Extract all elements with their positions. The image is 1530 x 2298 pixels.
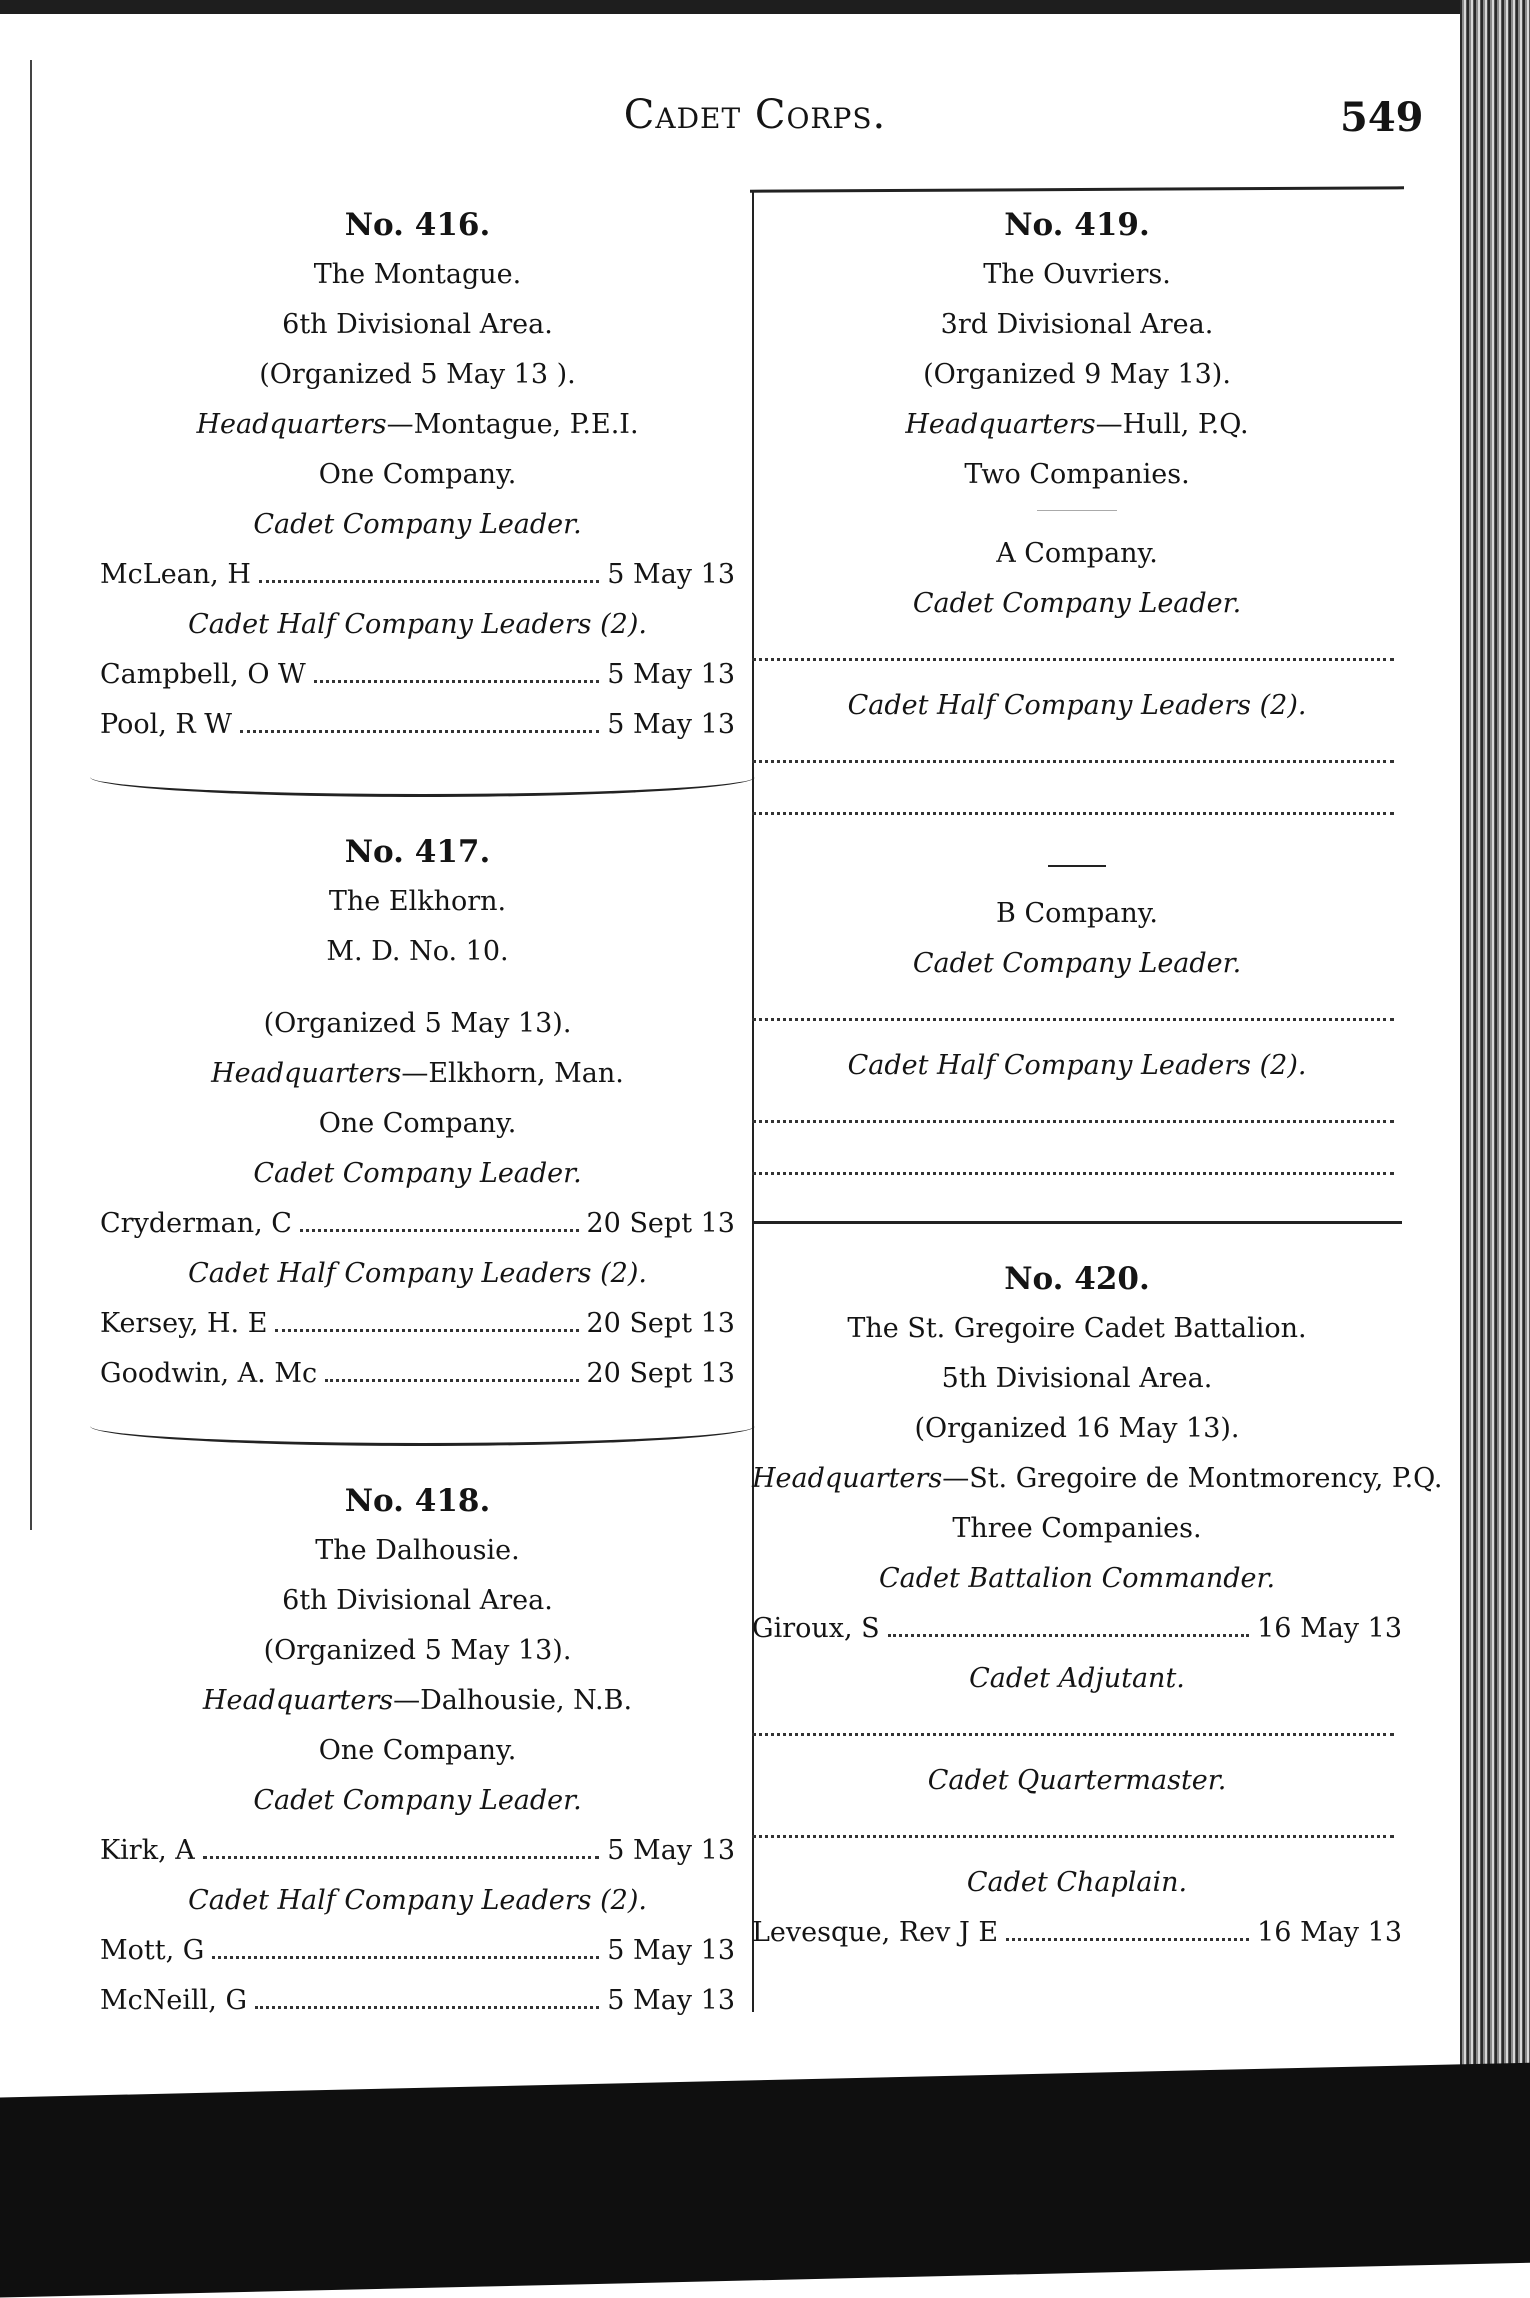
section-number: No. 419. <box>1004 207 1150 243</box>
entry-date: 20 Sept 13 <box>586 1358 735 1389</box>
headquarters-label: Headquarters <box>202 1685 394 1716</box>
section-number: No. 418. <box>344 1483 491 1519</box>
entry-419 <box>752 200 1402 1224</box>
section-number: No. 417. <box>344 834 491 870</box>
leader-heading: Cadet Company Leader. <box>912 948 1242 979</box>
entry-date: 20 Sept 13 <box>586 1208 735 1239</box>
entry-name: Levesque, Rev J E <box>752 1917 999 1948</box>
blank-entry-line <box>752 1091 1402 1143</box>
entry-name: Goodwin, A. Mc <box>100 1358 318 1389</box>
leader-entry <box>100 1199 735 1249</box>
headquarters-label: Headquarters <box>211 1058 402 1089</box>
leader-dots <box>314 679 599 683</box>
entry-name: Kersey, H. E <box>100 1308 268 1339</box>
leader-dots <box>212 1955 599 1959</box>
page-number: 549 <box>1340 94 1424 141</box>
commander-entry <box>752 1604 1402 1654</box>
headquarters <box>100 1049 735 1099</box>
entry-name: Giroux, S <box>752 1613 880 1644</box>
corps-name: The Montague. <box>313 259 522 290</box>
quartermaster-heading: Cadet Quartermaster. <box>927 1765 1227 1796</box>
headquarters-value: —Montague, P.E.I. <box>386 409 639 440</box>
blank-entry-line <box>752 1143 1402 1195</box>
half-leader-entry <box>100 1299 735 1349</box>
company-separator <box>1048 865 1106 867</box>
minor-rule <box>1037 510 1117 511</box>
headquarters-label: Headquarters <box>196 409 387 440</box>
section-separator <box>90 764 755 797</box>
page-title: Cadet Corps. <box>623 92 887 138</box>
entry-date: 5 May 13 <box>607 1835 735 1866</box>
companies: One Company. <box>318 1108 517 1139</box>
scan-right-edge <box>1460 0 1530 2163</box>
entry-date: 16 May 13 <box>1257 1917 1402 1948</box>
entry-420 <box>752 1254 1443 1958</box>
headquarters <box>100 400 735 450</box>
half-leader-entry <box>100 650 735 700</box>
companies: Two Companies. <box>964 459 1190 490</box>
leader-heading: Cadet Company Leader. <box>253 509 582 540</box>
blank-entry-line <box>752 989 1402 1041</box>
scan-top-edge <box>0 0 1530 14</box>
half-leaders-heading: Cadet Half Company Leaders (2). <box>188 1885 647 1916</box>
leader-dots <box>888 1633 1249 1637</box>
blank-entry-line <box>752 731 1402 783</box>
leader-dots <box>259 579 599 583</box>
adjutant-heading: Cadet Adjutant. <box>969 1663 1185 1694</box>
entry-name: Campbell, O W <box>100 659 306 690</box>
half-leader-entry <box>100 1349 735 1399</box>
half-leaders-heading: Cadet Half Company Leaders (2). <box>188 1258 647 1289</box>
headquarters-value: —Elkhorn, Man. <box>401 1058 624 1089</box>
header-rule <box>750 186 1404 192</box>
a-company-heading: A Company. <box>996 538 1158 569</box>
entry-date: 20 Sept 13 <box>586 1308 735 1339</box>
entry-name: Cryderman, C <box>100 1208 292 1239</box>
entry-name: McLean, H <box>100 559 251 590</box>
half-leaders-heading: Cadet Half Company Leaders (2). <box>847 1050 1307 1081</box>
corps-name: The Elkhorn. <box>328 886 507 917</box>
organized-date: (Organized 5 May 13 ). <box>259 359 576 390</box>
half-leaders-heading: Cadet Half Company Leaders (2). <box>847 690 1307 721</box>
divisional-area: M. D. No. 10. <box>326 936 509 967</box>
half-leader-entry <box>100 1976 735 2026</box>
scan-left-margin-line <box>30 60 32 1530</box>
left-column <box>100 200 735 2026</box>
organized-date: (Organized 5 May 13). <box>263 1635 572 1666</box>
organized-date: (Organized 9 May 13). <box>923 359 1231 390</box>
companies: One Company. <box>318 1735 517 1766</box>
companies: One Company. <box>318 459 517 490</box>
scan-bottom-shadow <box>0 2062 1530 2298</box>
leader-heading: Cadet Company Leader. <box>912 588 1242 619</box>
blank-entry-line <box>752 1704 1402 1756</box>
leader-dots <box>255 2005 599 2009</box>
b-company-heading: B Company. <box>996 898 1158 929</box>
half-leader-entry <box>100 1926 735 1976</box>
entry-date: 5 May 13 <box>607 1985 735 2016</box>
half-leaders-heading: Cadet Half Company Leaders (2). <box>188 609 647 640</box>
companies: Three Companies. <box>952 1513 1202 1544</box>
divisional-area: 5th Divisional Area. <box>941 1363 1213 1394</box>
chaplain-heading: Cadet Chaplain. <box>966 1867 1188 1898</box>
blank-entry-line <box>752 783 1402 835</box>
headquarters <box>100 1676 735 1726</box>
divisional-area: 6th Divisional Area. <box>282 1585 553 1616</box>
leader-dots <box>325 1378 578 1382</box>
organized-date: (Organized 5 May 13). <box>263 1008 572 1039</box>
leader-dots <box>275 1328 578 1332</box>
headquarters-label: Headquarters <box>752 1463 943 1494</box>
entry-date: 5 May 13 <box>607 1935 735 1966</box>
right-column <box>752 200 1443 1958</box>
entry-date: 16 May 13 <box>1257 1613 1402 1644</box>
entry-date: 5 May 13 <box>607 559 735 590</box>
entry-416 <box>100 200 735 797</box>
organized-date: (Organized 16 May 13). <box>914 1413 1240 1444</box>
blank-entry-line <box>752 1806 1402 1858</box>
headquarters <box>752 1454 1443 1504</box>
divisional-area: 6th Divisional Area. <box>282 309 553 340</box>
leader-entry <box>100 1826 735 1876</box>
page-header <box>0 92 1460 152</box>
leader-dots <box>240 729 599 733</box>
divisional-area: 3rd Divisional Area. <box>940 309 1214 340</box>
leader-dots <box>1006 1937 1249 1941</box>
leader-heading: Cadet Company Leader. <box>253 1785 582 1816</box>
section-separator <box>752 1221 1402 1224</box>
corps-name: The St. Gregoire Cadet Battalion. <box>847 1313 1307 1344</box>
entry-name: Mott, G <box>100 1935 205 1966</box>
half-leader-entry <box>100 700 735 750</box>
corps-name: The Ouvriers. <box>983 259 1171 290</box>
headquarters-value: —Hull, P.Q. <box>1095 409 1249 440</box>
headquarters <box>752 400 1402 450</box>
entry-date: 5 May 13 <box>607 659 735 690</box>
blank-entry-line <box>752 629 1402 681</box>
entry-name: McNeill, G <box>100 1985 248 2016</box>
headquarters-label: Headquarters <box>905 409 1096 440</box>
section-number: No. 420. <box>1004 1261 1150 1297</box>
headquarters-value: —Dalhousie, N.B. <box>393 1685 633 1716</box>
entry-date: 5 May 13 <box>607 709 735 740</box>
leader-heading: Cadet Company Leader. <box>253 1158 582 1189</box>
section-number: No. 416. <box>344 207 491 243</box>
entry-417 <box>100 827 735 1446</box>
leader-dots <box>300 1228 579 1232</box>
entry-418 <box>100 1476 735 2026</box>
section-separator <box>90 1413 755 1446</box>
headquarters-value: —St. Gregoire de Montmorency, P.Q. <box>942 1463 1443 1494</box>
chaplain-entry <box>752 1908 1402 1958</box>
commander-heading: Cadet Battalion Commander. <box>878 1563 1276 1594</box>
spacer <box>100 977 735 999</box>
leader-dots <box>203 1855 600 1859</box>
entry-name: Pool, R W <box>100 709 233 740</box>
leader-entry <box>100 550 735 600</box>
entry-name: Kirk, A <box>100 1835 195 1866</box>
corps-name: The Dalhousie. <box>315 1535 520 1566</box>
